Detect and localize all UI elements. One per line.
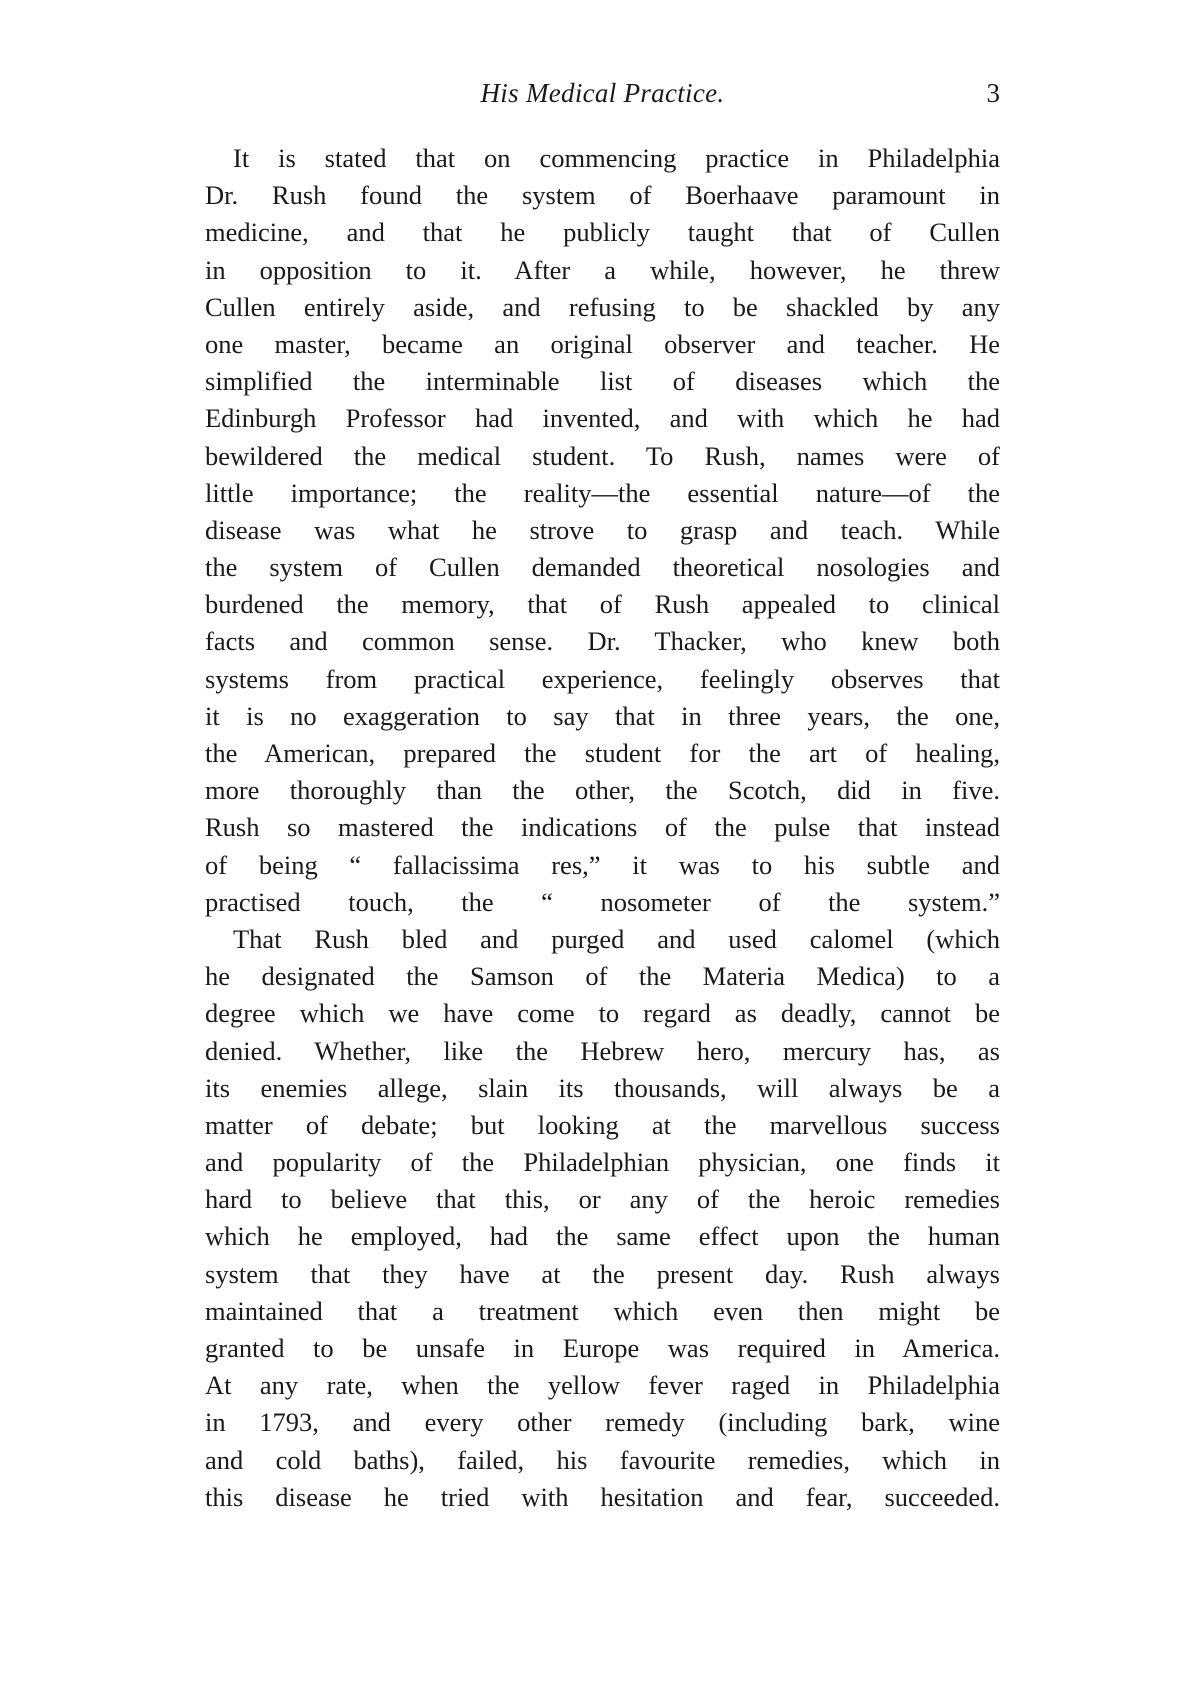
text-line: degree which we have come to regard as deadly, cannot be bbox=[205, 998, 1000, 1029]
text-line: in 1793, and every other remedy (including bark, wine bbox=[205, 1407, 1000, 1438]
text-line: burdened the memory, that of Rush appealed to clinical bbox=[205, 589, 1000, 620]
text-line: medicine, and that he publicly taught that of Cullen bbox=[205, 217, 1000, 248]
text-line: it is no exaggeration to say that in three years, the one, bbox=[205, 700, 1000, 731]
text-line: Dr. Rush found the system of Boerhaave paramount in bbox=[205, 180, 1000, 211]
text-line: its enemies allege, slain its thousands, will always be a bbox=[205, 1072, 1000, 1103]
text-line: and popularity of the Philadelphian physician, one finds it bbox=[205, 1147, 1000, 1178]
text-line: That Rush bled and purged and used calomel (which bbox=[233, 923, 1000, 954]
text-line: the American, prepared the student for the art of healing, bbox=[205, 738, 1000, 768]
page-number: 3 bbox=[986, 78, 1000, 108]
running-title: His Medical Practice. bbox=[480, 78, 725, 108]
text-line: more thoroughly than the other, the Scotch, did in five. bbox=[205, 775, 1000, 806]
text-line: matter of debate; but looking at the marvellous success bbox=[205, 1109, 1000, 1140]
text-line: denied. Whether, like the Hebrew hero, mercury has, as bbox=[205, 1035, 1000, 1066]
text-line: in opposition to it. After a while, however, he threw bbox=[205, 254, 1000, 285]
text-line: which he employed, had the same effect upon the human bbox=[205, 1221, 1000, 1252]
text-line: facts and common sense. Dr. Thacker, who knew both bbox=[205, 626, 1000, 657]
text-line: systems from practical experience, feelingly observes that bbox=[205, 663, 1000, 694]
text-line: hard to believe that this, or any of the heroic remedies bbox=[205, 1184, 1000, 1215]
text-line: Rush so mastered the indications of the pulse that instead bbox=[205, 812, 1000, 843]
text-line: system that they have at the present day. Rush always bbox=[205, 1258, 1000, 1289]
body-text bbox=[205, 140, 1000, 1516]
text-line: simplified the interminable list of diseases which the bbox=[205, 366, 1000, 397]
paragraph-1 bbox=[205, 140, 1000, 921]
text-line: maintained that a treatment which even then might be bbox=[205, 1295, 1000, 1326]
text-line: of being “ fallacissima res,” it was to his subtle and bbox=[205, 849, 1000, 880]
text-line: disease was what he strove to grasp and teach. While bbox=[205, 514, 1000, 545]
text-line: this disease he tried with hesitation and fear, succeeded. bbox=[205, 1481, 1000, 1512]
text-line: granted to be unsafe in Europe was required in America. bbox=[205, 1333, 1000, 1363]
text-line: At any rate, when the yellow fever raged in Philadelphia bbox=[205, 1370, 1000, 1401]
text-line: he designated the Samson of the Materia Medica) to a bbox=[205, 961, 1000, 992]
text-line: Edinburgh Professor had invented, and with which he had bbox=[205, 403, 1000, 434]
text-line: Cullen entirely aside, and refusing to be shackled by any bbox=[205, 291, 1000, 322]
text-line: It is stated that on commencing practice in Philadelphia bbox=[233, 143, 1000, 173]
text-line: the system of Cullen demanded theoretical nosologies and bbox=[205, 552, 1000, 583]
text-line: bewildered the medical student. To Rush, names were of bbox=[205, 440, 1000, 471]
running-head bbox=[205, 78, 1000, 118]
text-line: one master, became an original observer and teacher. He bbox=[205, 328, 1000, 359]
paragraph-2 bbox=[205, 921, 1000, 1516]
text-line: and cold baths), failed, his favourite remedies, which in bbox=[205, 1444, 1000, 1475]
text-line: little importance; the reality—the essential nature—of the bbox=[205, 477, 1000, 508]
text-line: practised touch, the “ nosometer of the system.” bbox=[205, 886, 1000, 917]
